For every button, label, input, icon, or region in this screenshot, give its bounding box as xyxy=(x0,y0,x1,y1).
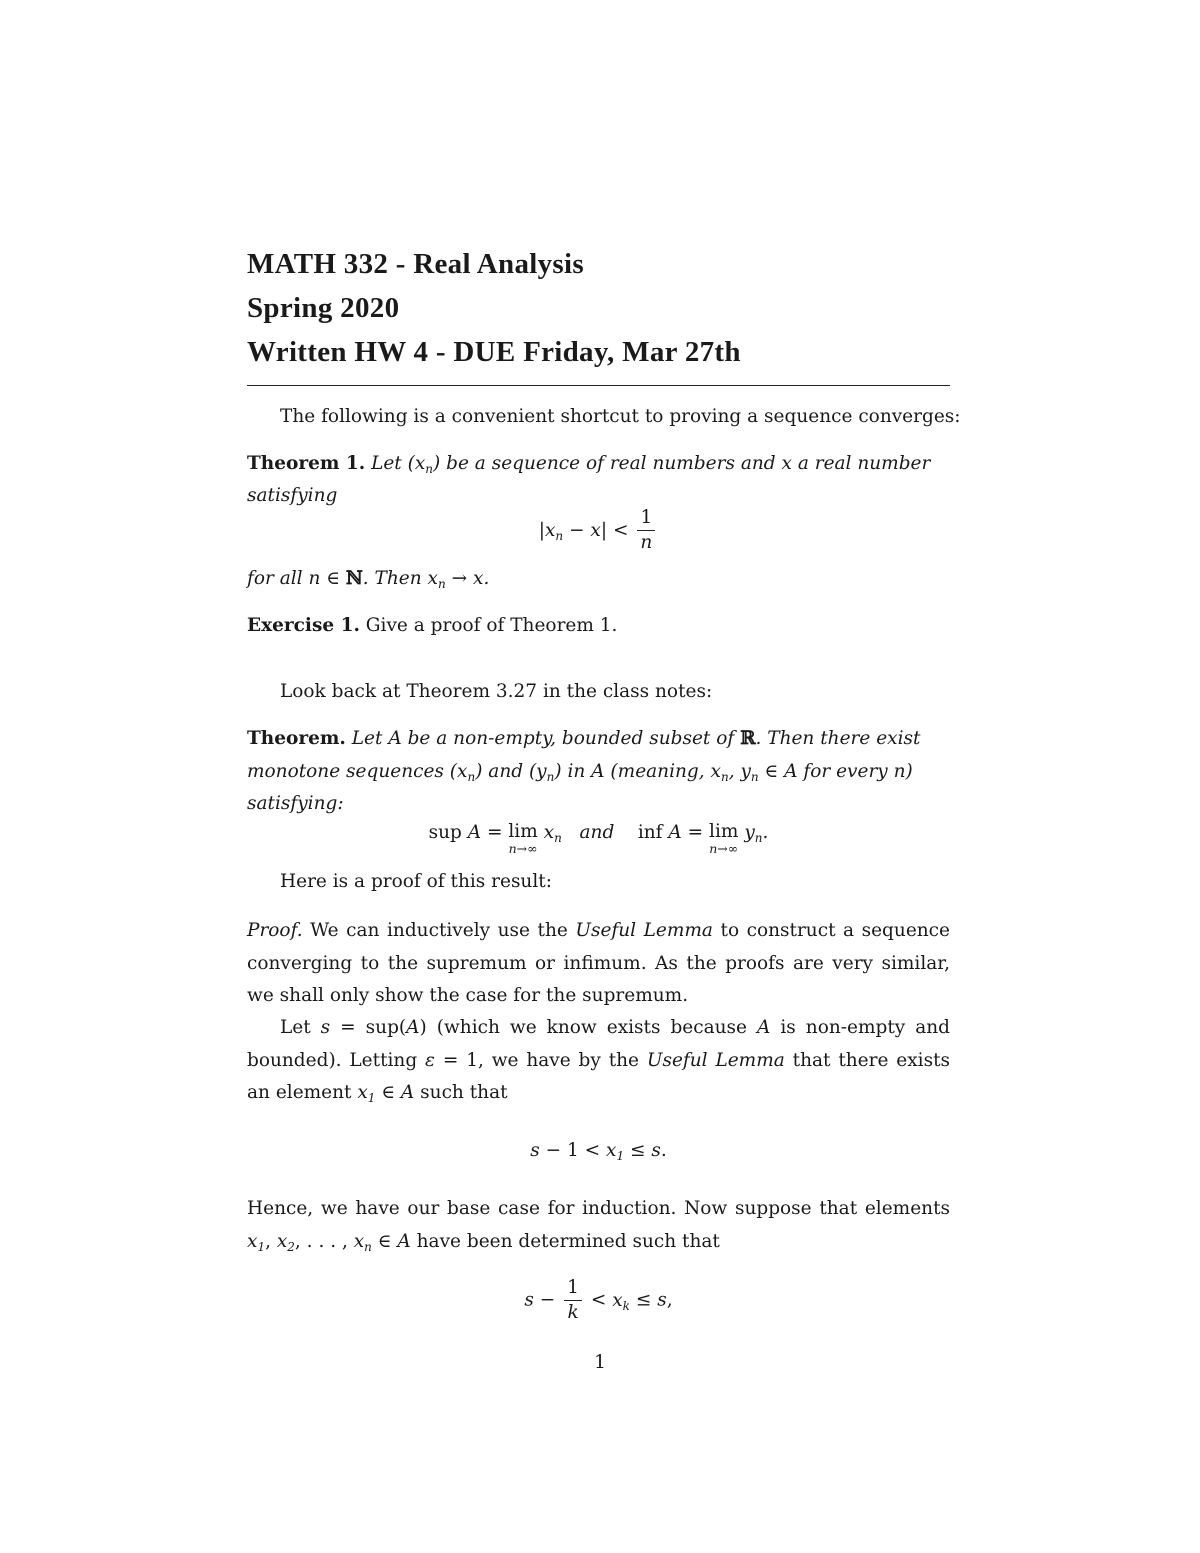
fraction-1-over-n: $\frac{1}{n}$ xyxy=(637,506,655,555)
header-rule xyxy=(247,385,950,386)
exercise-1 xyxy=(247,610,950,643)
theorem-1-statement: Let $(x_n)$ be a sequence of real numbers and x a real number xyxy=(371,453,931,476)
course-title: MATH 332 - Real Analysis xyxy=(247,248,584,280)
proof-display-1: $s - 1 < x_1 \le s$. xyxy=(530,1140,667,1163)
intro-text: The following is a convenient shortcut to proving a sequence converges: xyxy=(280,406,961,427)
term-title: Spring 2020 xyxy=(247,292,400,324)
theorem-2-display: sup A = lim n→∞ $x_n$ and inf A = lim n→∞ $y_n$. xyxy=(428,821,769,856)
proof-paragraph-2: Let s = sup(A) (which we know exists because A is non-empty and bounded). Letting ε = 1, we have by the Useful Lemma that there exists an element $x_1$ ∈ A such that xyxy=(247,1017,950,1105)
proof-paragraph-1: Proof. We can inductively use the Useful Lemma to construct a sequence converging to the supremum or infimum. As the proofs are very similar, we shall only show the case for the supremum. xyxy=(247,920,950,1006)
theorem-1-label: Theorem 1. xyxy=(247,453,366,474)
theorem-1 xyxy=(247,448,950,481)
theorem-1-conclusion: for all n ∈ ℕ. Then $x_n \to x$. xyxy=(247,568,490,591)
theorem-1-display: $|x_n - x|$ < $\frac{1}{n}$ xyxy=(247,506,950,555)
assignment-title: Written HW 4 - DUE Friday, Mar 27th xyxy=(247,336,741,368)
proof-intro: Here is a proof of this result: xyxy=(280,871,552,892)
limit-y: lim n→∞ xyxy=(709,821,739,856)
theorem-2-line3: satisfying: xyxy=(247,793,344,814)
proof-label: Proof. xyxy=(247,920,303,941)
page-number: 1 xyxy=(594,1352,606,1373)
exercise-1-label: Exercise 1. xyxy=(247,615,360,636)
theorem-2-line2: monotone sequences $(x_n)$ and $(y_n)$ in A (meaning, $x_n$, $y_n$ ∈ A for every n) xyxy=(247,761,913,784)
theorem-2: Theorem. Let A be a non-empty, bounded subset of ℝ. Then there exist xyxy=(247,728,921,749)
theorem-1-line2: satisfying xyxy=(247,485,338,506)
proof-paragraph-3: Hence, we have our base case for induction. Now suppose that elements $x_1$, $x_2$, . . . , $x_n$ ∈ A have been determined such that xyxy=(247,1198,950,1254)
theorem-2-label: Theorem. xyxy=(247,728,346,749)
limit-x: lim n→∞ xyxy=(508,821,538,856)
proof-display-2: s − $\frac{1}{k}$ < $x_k \le s$, xyxy=(524,1277,673,1323)
fraction-1-over-k: $\frac{1}{k}$ xyxy=(564,1276,582,1325)
exercise-1-text: Give a proof of Theorem 1. xyxy=(365,615,618,636)
lookback-text: Look back at Theorem 3.27 in the class notes: xyxy=(280,681,713,702)
